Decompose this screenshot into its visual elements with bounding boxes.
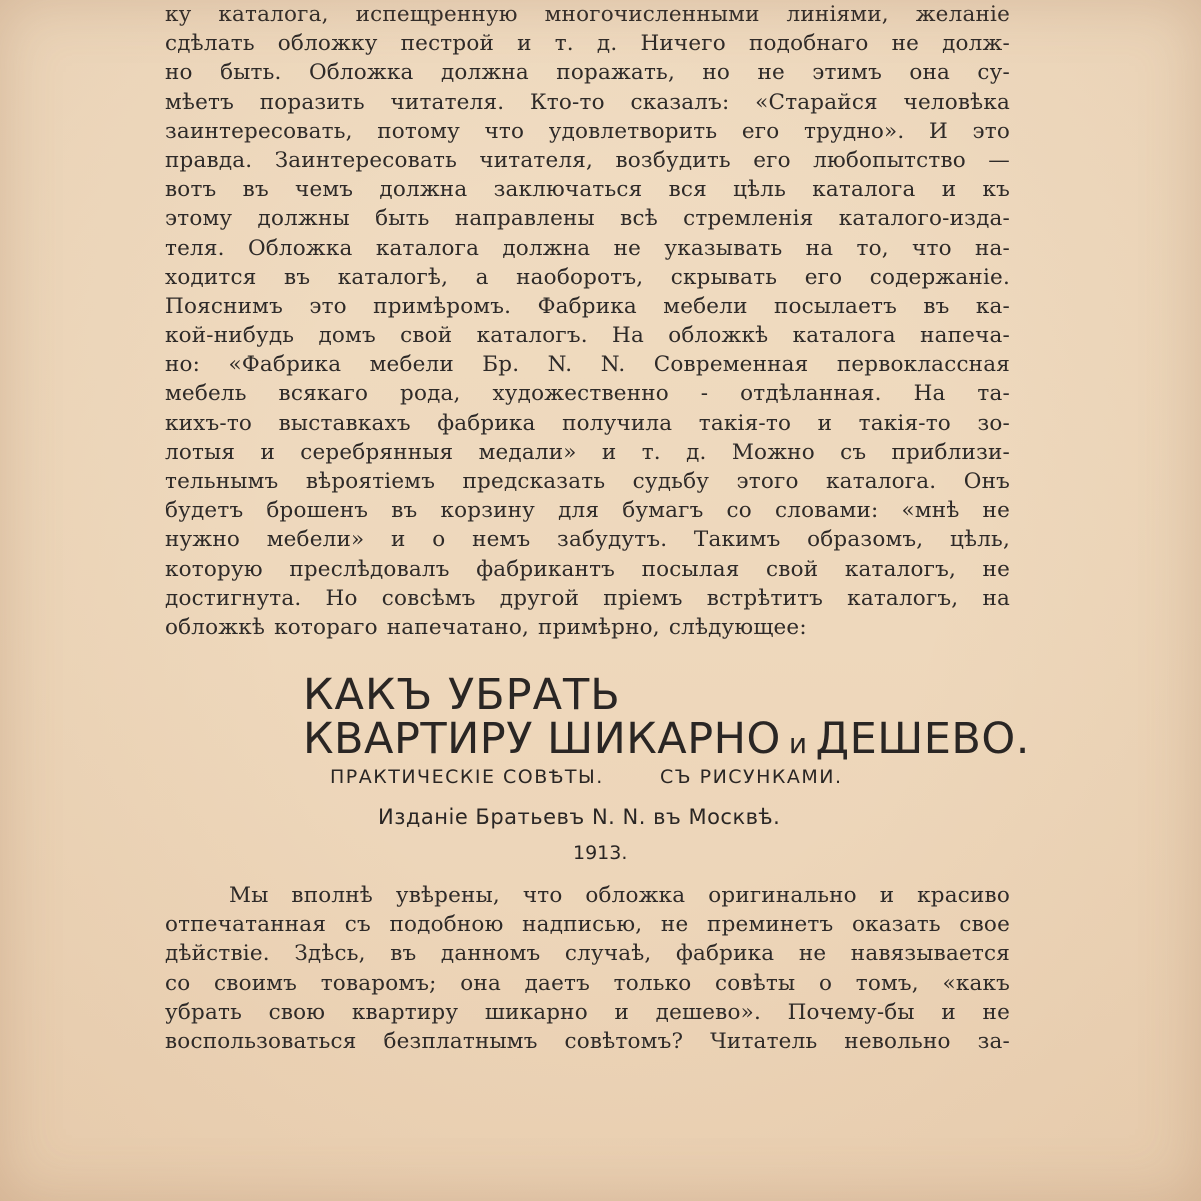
text-line: лотыя и серебрянныя медали» и т. д. Можно съ приблизи- <box>165 439 1010 465</box>
text-line: правда. Заинтересовать читателя, возбудить его любопытство — <box>165 147 1010 173</box>
text-line: кихъ-то выставкахъ фабрика получила такiя-то и такiя-то зо- <box>165 410 1010 436</box>
top-paragraph <box>165 0 1010 642</box>
text-line: со своимъ товаромъ; она даетъ только совѣты о томъ, «какъ <box>165 970 1010 996</box>
text-line: обложкѣ котораго напечатано, примѣрно, слѣдующее: <box>165 614 807 640</box>
text-line: дѣйствiе. Здѣсь, въ данномъ случаѣ, фабрика не навязывается <box>165 941 1010 967</box>
text-line: воспользоваться безплатнымъ совѣтомъ? Читатель невольно за- <box>165 1028 1010 1054</box>
text-line: Пояснимъ это примѣромъ. Фабрика мебели посылаетъ въ ка- <box>165 293 1010 319</box>
cover-title-line-2 <box>303 716 1030 767</box>
text-line: нужно мебели» и о немъ забудутъ. Такимъ образомъ, цѣль, <box>165 527 1010 553</box>
bottom-paragraph <box>165 881 1010 1056</box>
text-line: достигнута. Но совсѣмъ другой прiемъ встрѣтитъ каталогъ, на <box>165 585 1010 611</box>
text-line: отпечатанная съ подобною надписью, не преминетъ оказать свое <box>165 912 1010 938</box>
text-line: мѣетъ поразить читателя. Кто-то сказалъ: «Старайся человѣка <box>165 89 1010 115</box>
cover-title-line-1: КАКЪ УБРАТЬ <box>303 670 621 720</box>
text-line: убрать свою квартиру шикарно и дешево». Почему-бы и не <box>165 999 1010 1025</box>
text-line: будетъ брошенъ въ корзину для бумагъ со словами: «мнѣ не <box>165 498 1010 524</box>
text-line: ку каталога, испещренную многочисленными линiями, желанiе <box>165 2 1010 27</box>
text-line: Мы вполнѣ увѣрены, что обложка оригинально и красиво <box>229 883 1010 908</box>
text-line: которую преслѣдовалъ фабрикантъ посылая свой каталогъ, не <box>165 556 1010 582</box>
text-line: тельнымъ вѣроятiемъ предсказать судьбу этого каталога. Онъ <box>165 469 1010 494</box>
cover-title-part-a: КВАРТИРУ ШИКАРНО <box>303 714 781 764</box>
cover-subtitle-left: ПРАКТИЧЕСКIЕ СОВѢТЫ. <box>330 766 604 788</box>
text-line: но: «Фабрика мебели Бр. N. N. Современная первоклассная <box>165 352 1010 378</box>
text-line: ходится въ каталогѣ, а наоборотъ, скрывать его содержанiе. <box>165 264 1010 290</box>
cover-year: 1913. <box>573 842 628 864</box>
cover-publisher: Изданiе Братьевъ N. N. въ Москвѣ. <box>378 805 781 829</box>
text-line: теля. Обложка каталога должна не указывать на то, что на- <box>165 235 1010 261</box>
text-line: мебель всякаго рода, художественно - отдѣланная. На та- <box>165 381 1010 407</box>
text-line: но быть. Обложка должна поражать, но не этимъ она су- <box>165 60 1010 86</box>
text-line: этому должны быть направлены всѣ стремленiя каталого-изда- <box>165 206 1010 232</box>
cover-subtitle-right: СЪ РИСУНКАМИ. <box>660 766 843 788</box>
text-line: заинтересовать, потому что удовлетворить его трудно». И это <box>165 118 1010 144</box>
text-line: вотъ въ чемъ должна заключаться вся цѣль каталога и къ <box>165 177 1010 203</box>
cover-title-part-b: ДЕШЕВО. <box>815 714 1030 764</box>
cover-title-and: и <box>788 727 808 760</box>
text-line: кой-нибудь домъ свой каталогъ. На обложкѣ каталога напеча- <box>165 323 1010 349</box>
text-line: сдѣлать обложку пестрой и т. д. Ничего подобнаго не долж- <box>165 31 1010 57</box>
